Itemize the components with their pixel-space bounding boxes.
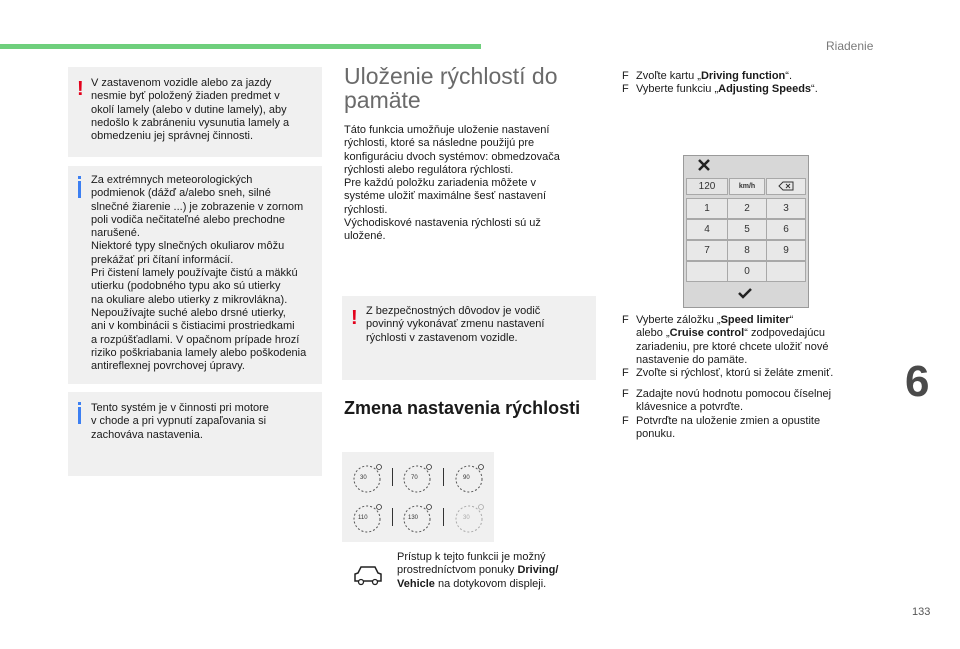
warning-text-1: V zastavenom vozidle alebo za jazdy nesmie byť položený žiaden predmet v okolí lamely (alebo v dutine lamely), aby nedošlo k zabráneniu vysunutia lamely a obmedzeniu jej správnej činnosti. xyxy=(91,77,290,143)
gauge-label: 110 xyxy=(358,515,368,521)
info-icon-bar xyxy=(78,407,81,424)
close-icon xyxy=(697,158,711,172)
speed-keypad xyxy=(683,155,809,308)
warning-text-2: Z bezpečnostných dôvodov je vodič povinný vykonávať zmenu nastavení rýchlosti v zastavenom vozidle. xyxy=(366,305,545,344)
gauge-label: 70 xyxy=(411,475,418,481)
key-8[interactable]: 8 xyxy=(727,240,767,261)
top-accent-bar xyxy=(0,44,481,49)
gauge-label: 30 xyxy=(463,515,470,521)
key-blank-right xyxy=(766,261,806,282)
unit-label: km/h xyxy=(729,178,765,195)
key-2[interactable]: 2 xyxy=(727,198,767,219)
separator xyxy=(392,508,393,526)
step-confirm: F Potvrďte na uloženie zmien a opustite ponuku. xyxy=(622,415,821,441)
info-text-1: Za extrémnych meteorologických podmienok (dážď a/alebo sneh, silné slnečné žiarenie ...) je zobrazenie v zornom poli vodiča nečitateľné alebo prechodne narušené. Niektoré typy slnečných okuliarov môžu prekážať pri čítaní informácií. Pri čistení lamely používajte čistú a mäkkú utierku (podobného typu ako sú utierky na okuliare alebo utierky z mikrovlákna). Nepoužívajte suché alebo drsné utierky, ani v kombinácii s čistiacimi prostriedkami a rozpúšťadlami. V opačnom prípade hrozí riziko poškriabania lamely alebo poškodenia antireflexnej povrchovej úpravy. xyxy=(91,174,307,373)
separator xyxy=(443,468,444,486)
speed-display: 120 xyxy=(686,178,728,195)
key-0[interactable]: 0 xyxy=(727,261,767,282)
info-text-2: Tento systém je v činnosti pri motore v chode a pri vypnutí zapaľovania si zachováva nastavenia. xyxy=(91,402,269,441)
separator xyxy=(443,508,444,526)
confirm-button[interactable] xyxy=(686,283,804,303)
warning-icon: ! xyxy=(351,307,358,329)
checkmark-icon xyxy=(737,287,753,299)
key-4[interactable]: 4 xyxy=(686,219,728,240)
info-icon xyxy=(78,176,81,179)
warning-box-2 xyxy=(342,296,596,380)
key-3[interactable]: 3 xyxy=(766,198,806,219)
backspace-icon xyxy=(778,181,794,191)
speed-gauges-illustration xyxy=(342,452,494,542)
section-heading: Uloženie rýchlostí do pamäte xyxy=(344,63,558,113)
key-7[interactable]: 7 xyxy=(686,240,728,261)
backspace-button[interactable] xyxy=(766,178,806,195)
warning-icon: ! xyxy=(77,78,84,100)
step-choose-speed: F Zvoľte si rýchlosť, ktorú si želáte zmeniť. xyxy=(622,367,834,379)
gauge-icon xyxy=(354,465,382,493)
close-button[interactable] xyxy=(684,156,724,175)
step-driving-function: F Zvoľte kartu „Driving function“. xyxy=(622,70,793,82)
subsection-heading: Zmena nastavenia rýchlosti xyxy=(344,398,581,418)
step-adjusting-speeds: F Vyberte funkciu „Adjusting Speeds“. xyxy=(622,83,818,95)
key-9[interactable]: 9 xyxy=(766,240,806,261)
chapter-number: 6 xyxy=(905,357,930,406)
key-1[interactable]: 1 xyxy=(686,198,728,219)
page-number: 133 xyxy=(912,606,931,618)
intro-text: Táto funkcia umožňuje uloženie nastavení rýchlosti, ktoré sa následne použijú pre konfiguráciu dvoch systémov: obmedzovača rýchlosti alebo regulátora rýchlosti. Pre každú položku zariadenia môžete v systéme uložiť maximálne šesť nastavení rýchlosti. Východiskové nastavenia rýchlosti sú už uložené. xyxy=(344,124,560,243)
key-blank-left xyxy=(686,261,728,282)
section-title: Riadenie xyxy=(826,39,874,53)
gauge-label: 30 xyxy=(360,475,367,481)
separator xyxy=(392,468,393,486)
car-icon xyxy=(353,564,383,586)
gauge-label: 90 xyxy=(463,475,470,481)
info-box-2 xyxy=(68,392,322,476)
gauge-label: 130 xyxy=(408,515,419,521)
access-text: Prístup k tejto funkcii je možný prostredníctvom ponuky Driving/ Vehicle na dotykovom displeji. xyxy=(397,551,559,590)
speed-gauges-svg xyxy=(342,452,494,542)
warning-box-1 xyxy=(68,67,322,157)
step-speed-limiter: F Vyberte záložku „Speed limiter“ alebo „Cruise control“ zodpovedajúcu zariadeniu, pre ktoré chcete uložiť nové nastavenie do pamäte. xyxy=(622,314,829,366)
info-icon xyxy=(78,402,81,405)
info-box-1 xyxy=(68,166,322,384)
info-icon-bar xyxy=(78,181,81,198)
key-6[interactable]: 6 xyxy=(766,219,806,240)
key-5[interactable]: 5 xyxy=(727,219,767,240)
step-enter-value: F Zadajte novú hodnotu pomocou číselnej klávesnice a potvrďte. xyxy=(622,388,832,414)
